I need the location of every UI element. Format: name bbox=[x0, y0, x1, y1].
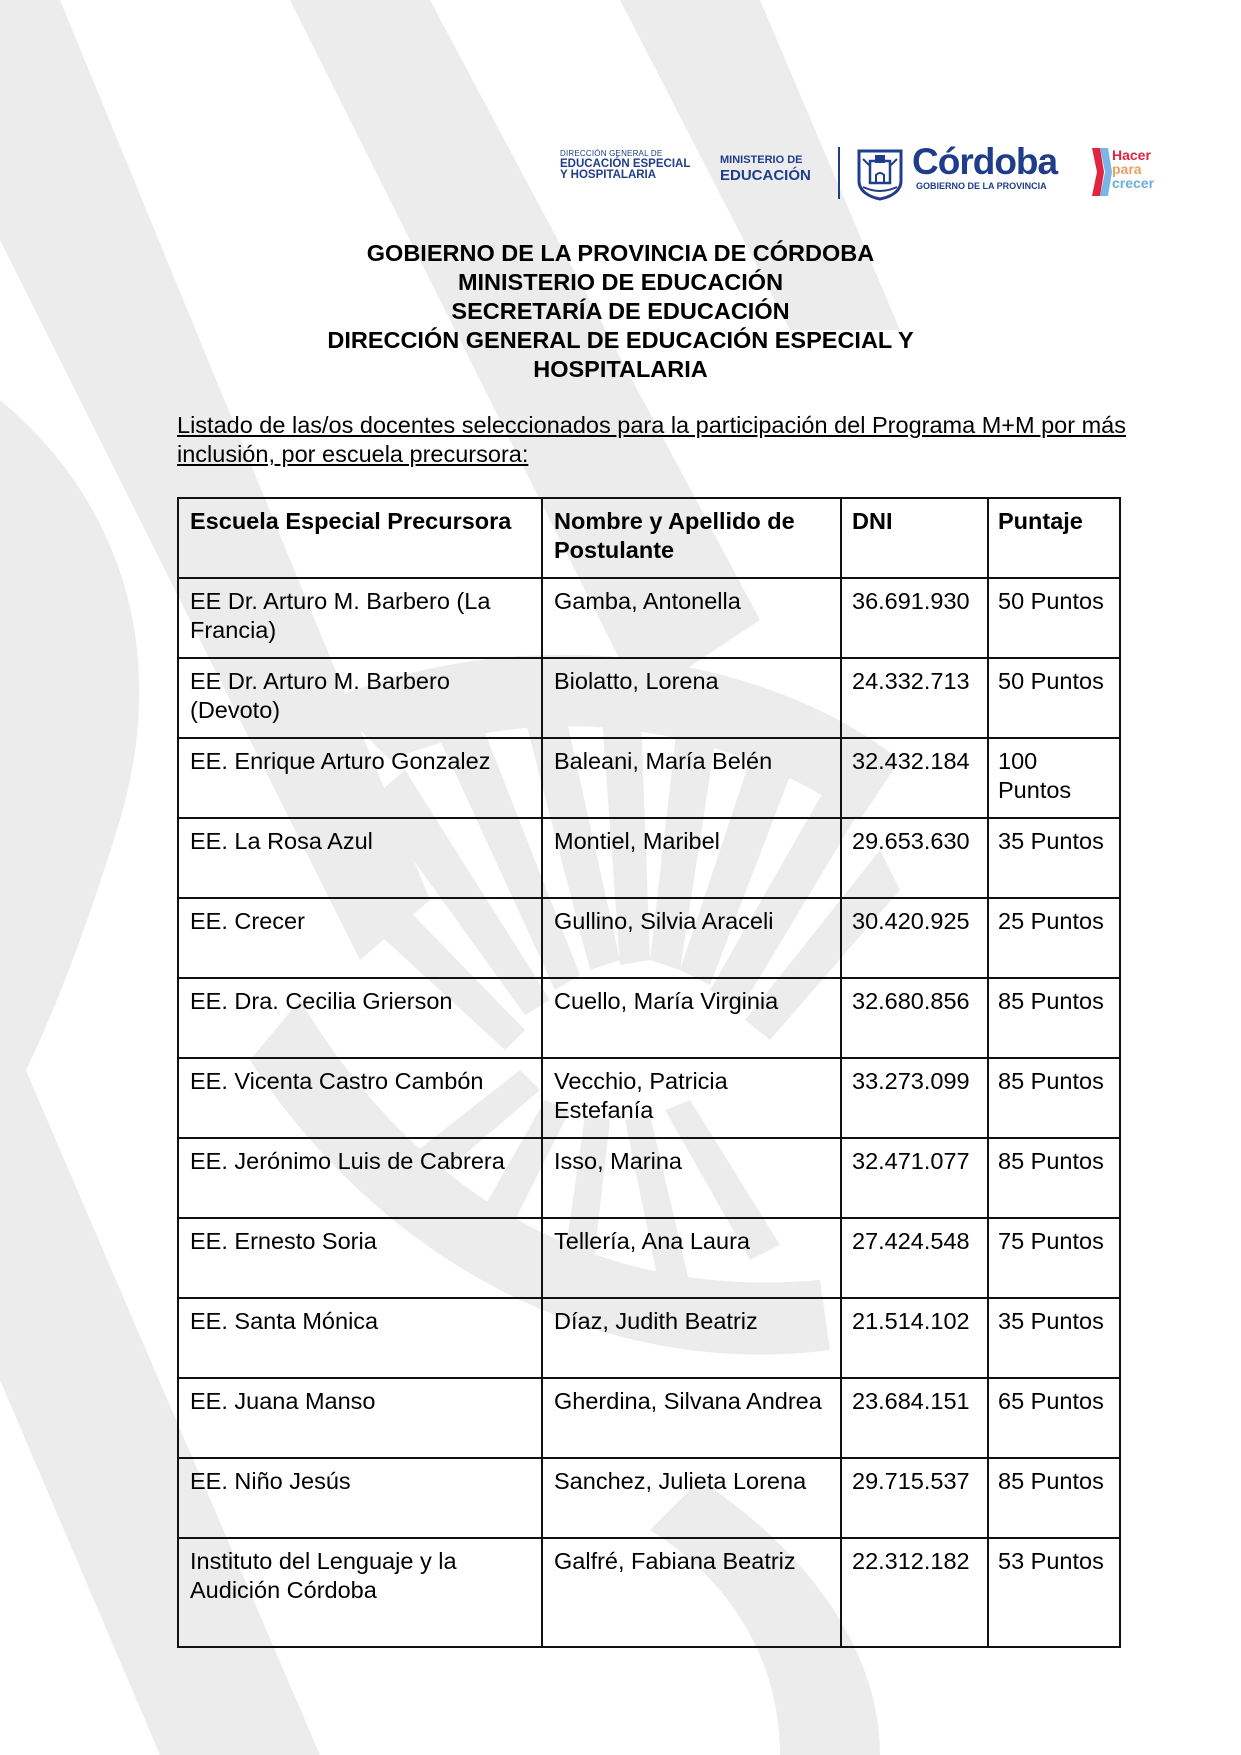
table-row bbox=[178, 1058, 1120, 1138]
cell-escuela: EE. Dra. Cecilia Grierson bbox=[178, 978, 542, 1058]
header-escuela: Escuela Especial Precursora bbox=[178, 498, 542, 578]
cell-puntaje: 53 Puntos bbox=[988, 1538, 1120, 1647]
cell-nombre: Gullino, Silvia Araceli bbox=[542, 898, 841, 978]
cell-escuela: EE. Enrique Arturo Gonzalez bbox=[178, 738, 542, 818]
table-row bbox=[178, 738, 1120, 818]
cell-nombre: Baleani, María Belén bbox=[542, 738, 841, 818]
heading-line: MINISTERIO DE EDUCACIÓN bbox=[457, 269, 784, 295]
table-row bbox=[178, 1538, 1120, 1647]
cell-escuela: EE. Vicenta Castro Cambón bbox=[178, 1058, 542, 1138]
document-heading bbox=[0, 239, 1241, 384]
cell-nombre: Gamba, Antonella bbox=[542, 578, 841, 658]
cell-puntaje: 35 Puntos bbox=[988, 1298, 1120, 1378]
cell-dni: 29.715.537 bbox=[841, 1458, 988, 1538]
cell-escuela: Instituto del Lenguaje y la Audición Córdoba bbox=[178, 1538, 542, 1647]
cell-puntaje: 50 Puntos bbox=[988, 658, 1120, 738]
cell-escuela: EE Dr. Arturo M. Barbero (Devoto) bbox=[178, 658, 542, 738]
cell-dni: 32.471.077 bbox=[841, 1138, 988, 1218]
cell-nombre: Díaz, Judith Beatriz bbox=[542, 1298, 841, 1378]
header-logos: DIRECCIÓN GENERAL DE EDUCACIÓN ESPECIAL Y HOSPITALARIA MINISTERIO DE EDUCACIÓN Córdoba GOBIERNO DE LA PROVINCIA Hacer para crecer bbox=[560, 143, 1185, 203]
table-row bbox=[178, 658, 1120, 738]
header-puntaje: Puntaje bbox=[988, 498, 1120, 578]
table-row bbox=[178, 818, 1120, 898]
cell-escuela: EE Dr. Arturo M. Barbero (La Francia) bbox=[178, 578, 542, 658]
logo-ministerio: MINISTERIO DE EDUCACIÓN bbox=[720, 154, 811, 184]
table-header-row bbox=[178, 498, 1120, 578]
cell-dni: 23.684.151 bbox=[841, 1378, 988, 1458]
cell-puntaje: 85 Puntos bbox=[988, 978, 1120, 1058]
cell-dni: 21.514.102 bbox=[841, 1298, 988, 1378]
cell-dni: 36.691.930 bbox=[841, 578, 988, 658]
heading-line: GOBIERNO DE LA PROVINCIA DE CÓRDOBA bbox=[366, 240, 875, 266]
table-row bbox=[178, 1218, 1120, 1298]
table-row bbox=[178, 1298, 1120, 1378]
logo-direccion-general: DIRECCIÓN GENERAL DE EDUCACIÓN ESPECIAL Y HOSPITALARIA bbox=[560, 149, 691, 181]
table-row bbox=[178, 1138, 1120, 1218]
cordoba-crest-icon bbox=[855, 147, 905, 201]
cell-escuela: EE. Ernesto Soria bbox=[178, 1218, 542, 1298]
cell-puntaje: 100 Puntos bbox=[988, 738, 1120, 818]
cell-nombre: Gherdina, Silvana Andrea bbox=[542, 1378, 841, 1458]
cell-nombre: Biolatto, Lorena bbox=[542, 658, 841, 738]
cell-dni: 29.653.630 bbox=[841, 818, 988, 898]
cell-escuela: EE. Jerónimo Luis de Cabrera bbox=[178, 1138, 542, 1218]
table-row bbox=[178, 978, 1120, 1058]
logo-divider bbox=[838, 147, 840, 199]
cell-dni: 32.432.184 bbox=[841, 738, 988, 818]
table-row bbox=[178, 1378, 1120, 1458]
cell-puntaje: 85 Puntos bbox=[988, 1458, 1120, 1538]
cell-puntaje: 25 Puntos bbox=[988, 898, 1120, 978]
cell-dni: 24.332.713 bbox=[841, 658, 988, 738]
cell-dni: 22.312.182 bbox=[841, 1538, 988, 1647]
cell-dni: 32.680.856 bbox=[841, 978, 988, 1058]
cell-nombre: Vecchio, Patricia Estefanía bbox=[542, 1058, 841, 1138]
logo-cordoba: Córdoba GOBIERNO DE LA PROVINCIA bbox=[912, 141, 1058, 191]
cell-nombre: Galfré, Fabiana Beatriz bbox=[542, 1538, 841, 1647]
cell-puntaje: 65 Puntos bbox=[988, 1378, 1120, 1458]
cell-escuela: EE. La Rosa Azul bbox=[178, 818, 542, 898]
cell-puntaje: 75 Puntos bbox=[988, 1218, 1120, 1298]
table-row bbox=[178, 1458, 1120, 1538]
cell-escuela: EE. Niño Jesús bbox=[178, 1458, 542, 1538]
cell-puntaje: 50 Puntos bbox=[988, 578, 1120, 658]
heading-line: HOSPITALARIA bbox=[533, 356, 708, 382]
cell-escuela: EE. Santa Mónica bbox=[178, 1298, 542, 1378]
table-row bbox=[178, 578, 1120, 658]
table-body bbox=[178, 578, 1120, 1647]
header-nombre: Nombre y Apellido de Postulante bbox=[542, 498, 841, 578]
hacer-ribbon-icon bbox=[1090, 146, 1112, 198]
cell-nombre: Cuello, María Virginia bbox=[542, 978, 841, 1058]
heading-line: DIRECCIÓN GENERAL DE EDUCACIÓN ESPECIAL Y bbox=[327, 327, 914, 353]
cell-nombre: Isso, Marina bbox=[542, 1138, 841, 1218]
cell-nombre: Tellería, Ana Laura bbox=[542, 1218, 841, 1298]
heading-line: SECRETARÍA DE EDUCACIÓN bbox=[451, 298, 790, 324]
cell-puntaje: 35 Puntos bbox=[988, 818, 1120, 898]
cell-nombre: Sanchez, Julieta Lorena bbox=[542, 1458, 841, 1538]
cell-puntaje: 85 Puntos bbox=[988, 1058, 1120, 1138]
cell-escuela: EE. Juana Manso bbox=[178, 1378, 542, 1458]
cell-dni: 33.273.099 bbox=[841, 1058, 988, 1138]
cell-escuela: EE. Crecer bbox=[178, 898, 542, 978]
cell-puntaje: 85 Puntos bbox=[988, 1138, 1120, 1218]
selected-teachers-table bbox=[177, 497, 1121, 1648]
header-dni: DNI bbox=[841, 498, 988, 578]
cell-dni: 27.424.548 bbox=[841, 1218, 988, 1298]
cell-dni: 30.420.925 bbox=[841, 898, 988, 978]
intro-text: Listado de las/os docentes seleccionados para la participación del Programa M+M por más inclusión, por escuela precursora: bbox=[177, 412, 1126, 467]
cell-nombre: Montiel, Maribel bbox=[542, 818, 841, 898]
table-row bbox=[178, 898, 1120, 978]
